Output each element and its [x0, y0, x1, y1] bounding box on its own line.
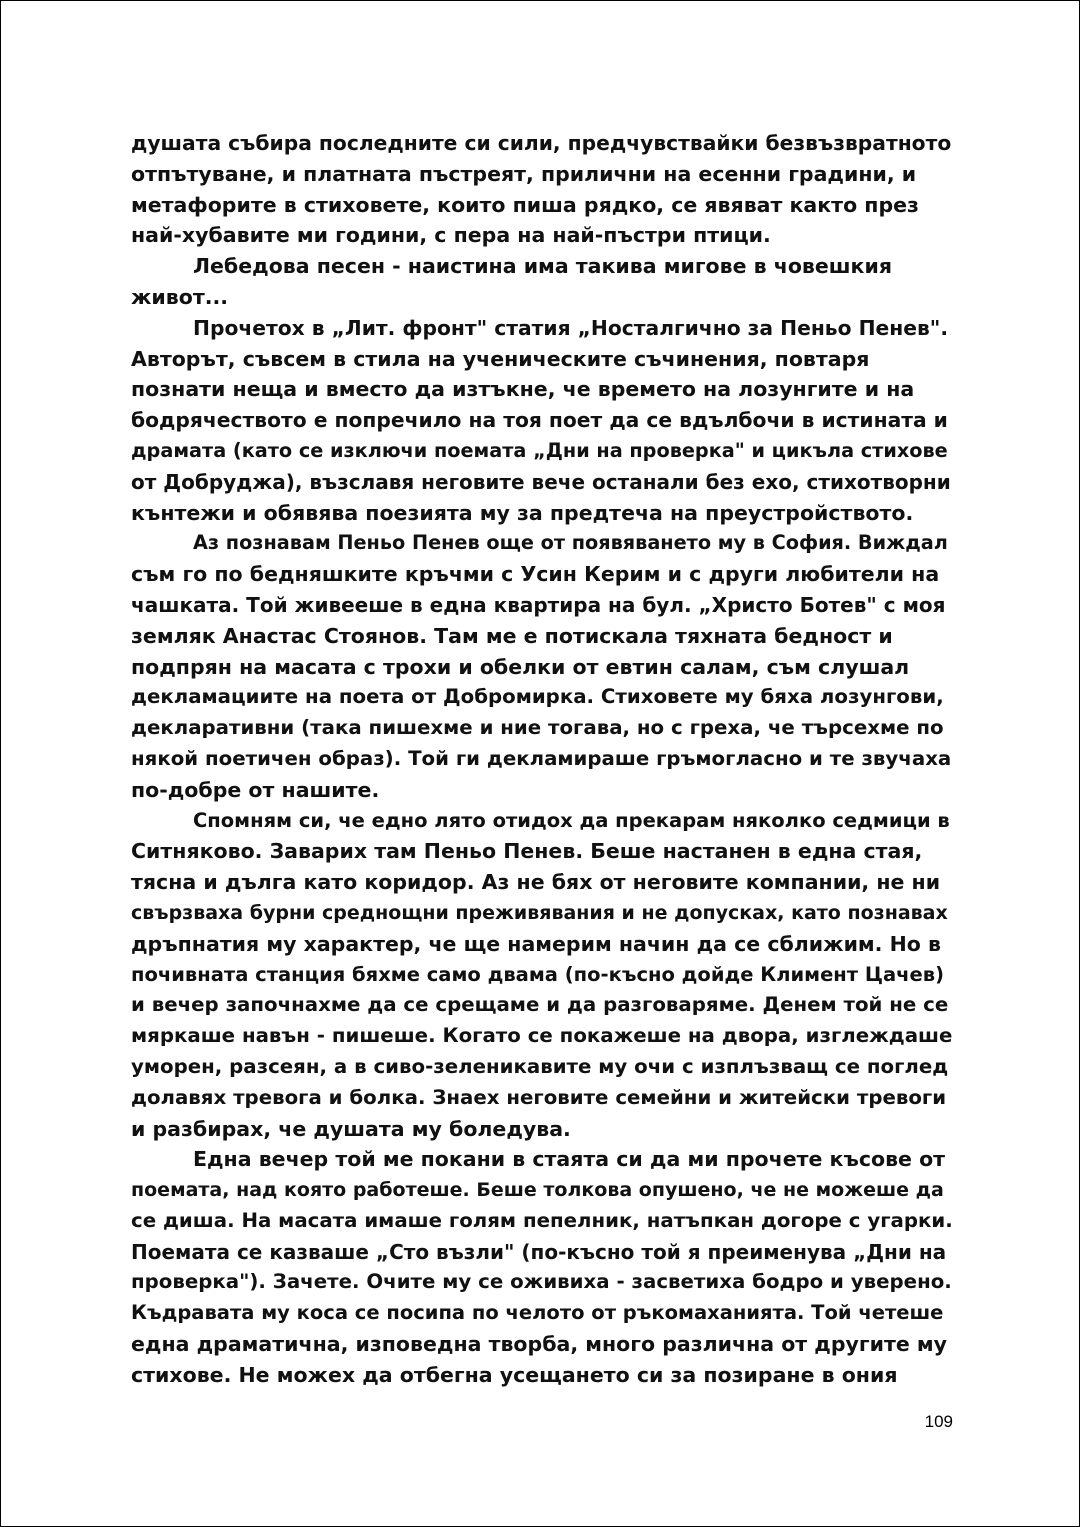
text-line: душата събира последните си сили, предчувствайки безвъзвратното [131, 131, 952, 155]
text-line: отпътуване, и платната пъстреят, прилични на есенни градини, и [131, 161, 917, 186]
text-line: познати неща и вместо да изтъкне, че времето на лозунгите и на [131, 377, 915, 402]
text-line: метафорите в стиховете, които пиша рядко, се явяват както през [131, 192, 919, 217]
text-line: Къдравата му коса се посипа по челото от ръкомаханията. Той четеше [131, 1301, 944, 1325]
text-line: уморен, разсеян, а в сиво-зеленикавите му очи с изплъзващ се поглед [131, 1054, 949, 1078]
text-line: съм го по бедняшките кръчми с Усин Керим и с други любители на [131, 562, 940, 587]
text-line: и разбирах, че душата му боледува. [131, 1116, 571, 1141]
text-line: свързваха бурни среднощни преживявания и не допусках, като познавах [131, 901, 948, 924]
text-line: декламациите на поета от Добромирка. Стиховете му бяха лозунгови, [131, 685, 944, 709]
text-line: дръпнатия му характер, че ще намерим начин да се сближим. Но в [131, 931, 941, 956]
text-line: бодрячеството е попречило на тоя поет да се вдълбочи в истината и [131, 408, 948, 433]
text-line: някой поетичен образ). Той ги декламираше гръмогласно и те звучаха [131, 746, 952, 770]
paragraph-first-line: Една вечер той ме покани в стаята си да ми прочете късове от [193, 1147, 946, 1172]
paragraph-first-line: Аз познавам Пеньо Пенев още от появяването му в София. Виждал [193, 531, 948, 555]
text-line: Ситняково. Заварих там Пеньо Пенев. Беше настанен в една стая, [131, 839, 923, 864]
text-line: Поемата се казваше „Сто възли" (по-късно той я преименува „Дни на [131, 1239, 947, 1264]
text-line: декларативни (така пишехме и ние тогава, но с греха, че търсехме по [131, 716, 944, 740]
body-text [131, 128, 953, 1391]
text-line: една драматична, изповедна творба, много различна от другите му [131, 1332, 948, 1357]
text-line: и вечер започнахме да се срещаме и да разговаряме. Денем той не се [131, 993, 949, 1017]
text-line: живот... [131, 284, 229, 309]
text-line: чашката. Той живееше в една квартира на бул. „Христо Ботев" с моя [131, 592, 946, 617]
text-line: се диша. На масата имаше голям пепелник, натъпкан догоре с угарки. [131, 1208, 953, 1232]
text-line: по-добре от нашите. [131, 777, 380, 802]
text-line: поемата, над която работеше. Беше толкова опушено, че не можеше да [131, 1179, 944, 1202]
text-line: тясна и дълга като коридор. Аз не бях от неговите компании, не ни [131, 870, 941, 895]
paragraph-first-line: Прочетох в „Лит. фронт" статия „Носталгично за Пеньо Пенев". [193, 315, 949, 340]
text-line: долавях тревога и болка. Знаех неговите семейни и житейски тревоги [131, 1085, 947, 1109]
text-line: мяркаше навън - пишеше. Когато се покажеше на двора, изглеждаше [131, 1024, 953, 1048]
text-line: от Добруджа), възславя неговите вече останали без ехо, стихотворни [131, 469, 951, 494]
paragraph-first-line: Лебедова песен - наистина има такива мигове в човешкия [193, 254, 893, 279]
text-line: проверка"). Зачете. Очите му се оживиха - засветиха бодро и уверено. [131, 1270, 952, 1294]
text-line: драмата (като се изключи поемата „Дни на проверка" и цикъла стихове [131, 438, 948, 462]
text-line: земляк Анастас Стоянов. Там ме е потискала тяхната бедност и [131, 623, 893, 648]
text-line: Авторът, съвсем в стила на ученическите съчинения, повтаря [131, 346, 870, 371]
text-line: най-хубавите ми години, с пера на най-пъстри птици. [131, 223, 771, 248]
paragraph-first-line: Спомням си, че едно лято отидох да прекарам няколко седмици в [193, 808, 950, 832]
page-number: 109 [924, 1412, 953, 1431]
text-line: подпрян на масата с трохи и обелки от евтин салам, съм слушал [131, 654, 910, 679]
text-line: стихове. Не можех да отбегна усещането си за позиране в ония [131, 1362, 898, 1387]
text-line: почивната станция бяхме само двама (по-късно дойде Климент Цачев) [131, 962, 944, 986]
text-line: кънтежи и обявява поезията му за предтеча на преустройството. [131, 500, 914, 525]
